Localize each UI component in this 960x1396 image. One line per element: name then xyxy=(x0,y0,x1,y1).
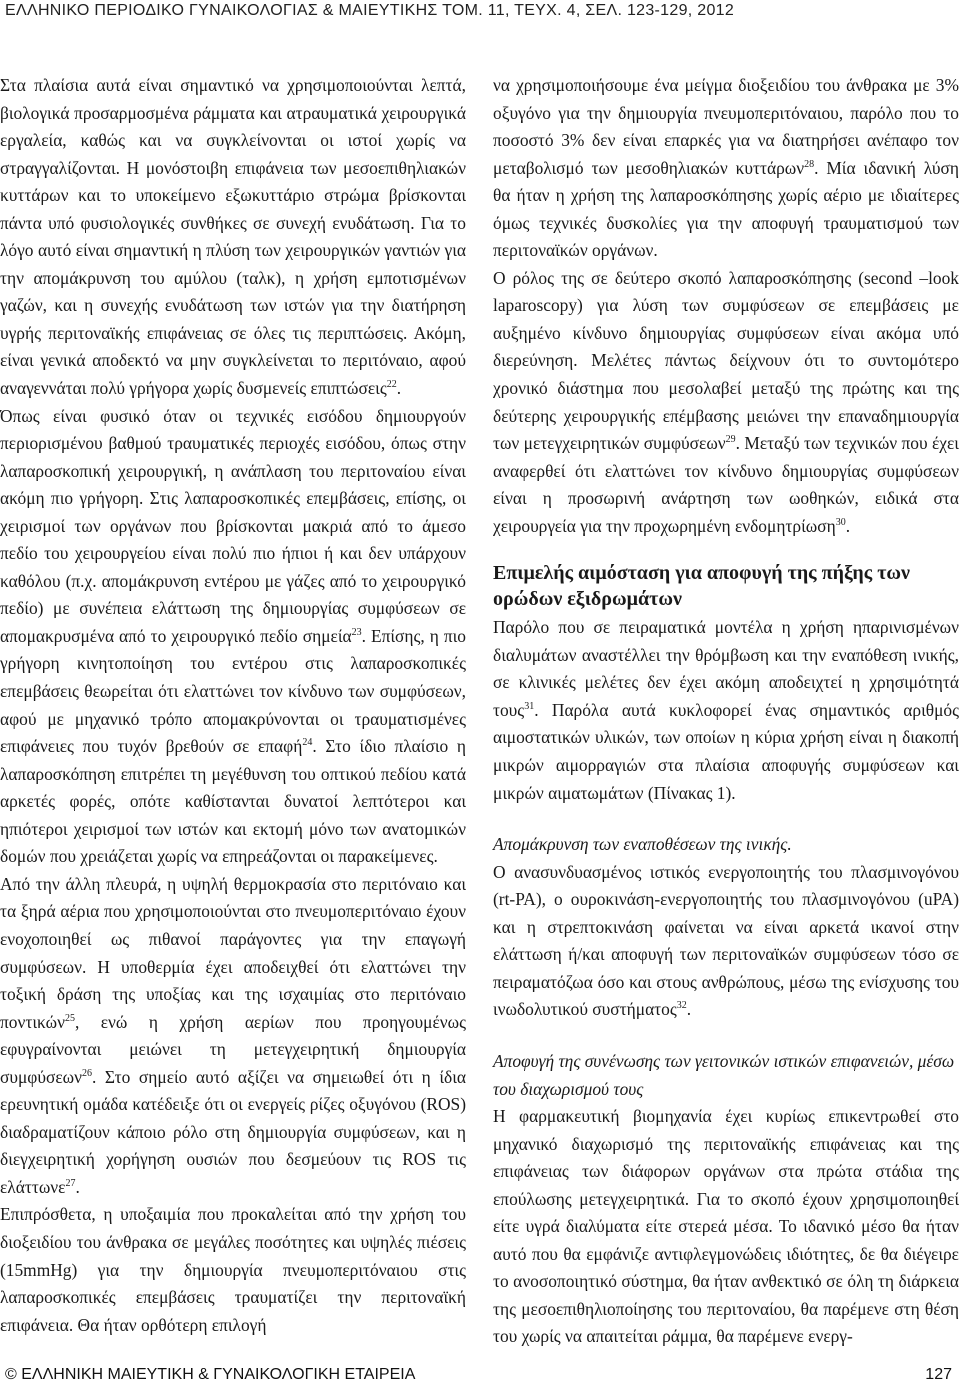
citation: 27 xyxy=(65,1177,76,1189)
page-number: 127 xyxy=(925,1366,952,1383)
paragraph: να χρησιμοποιήσουμε ένα μείγμα διοξειδίου του άνθρακα με 3% οξυγόνο για την δημιουργία πνευμοπεριτόναιου, παρόλο που το ποσοστό 3% δεν είναι επαρκές για να διατηρήσει ανέπαφο τον μεταβολισμό των μεσοθηλιακών κυττάρων$^{28}$. Μία ιδανική λύση θα ήταν η χρήση της λαπαροσκόπησης χωρίς αέριο με ιδιαίτερες όμως τεχνικές δυσκολίες για την αποφυγή τραυματισμού των περιτοναϊκών οργάνων. xyxy=(493,75,959,261)
copyright-notice: © ΕΛΛΗΝΙΚΗ ΜΑΙΕΥΤΙΚΗ & ΓΥΝΑΙΚΟΛΟΓΙΚΗ ΕΤΑΙΡΕΙΑ xyxy=(5,1366,416,1383)
paragraph: Στα πλαίσια αυτά είναι σημαντικό να χρησιμοποιούνται λεπτά, βιολογικά προσαρμοσμένα ράμματα και ατραυματικά χειρουργικά εργαλεία, καθώς και να συγκλείνονται οι ιστοί χωρίς να στραγγαλίζονται. Η μονόστοιβη επιφάνεια των μεσοεπιθηλιακών κυττάρων και το υποκείμενο εξωκυττάριο στρώμα βρίσκονται πάντα υπό φυσιολογικές συνθήκες σε συνεχή ενυδάτωση. Για το λόγο αυτό είναι σημαντική η πλύση των χειρουργικών γαντιών για την απομάκρυνση του αμύλου (ταλκ), η χρήση εμποτισμένων γαζών, και η συνεχής ενυδάτωση των ιστών για την διατήρηση υγρής περιτοναϊκής επιφάνειας σε όλες τις περιπτώσεις. Ακόμη, είναι γενικά αποδεκτό να μην συγκλείνεται το περιτόναιο, αφού αναγεννάται πολύ γρήγορα χωρίς δυσμενείς επιπτώσεις$^{22}$. xyxy=(0,75,466,399)
citation: 29 xyxy=(725,434,736,446)
subheading: Απομάκρυνση των εναποθέσεων της ινικής. xyxy=(493,834,792,855)
paragraph: Η φαρμακευτική βιομηχανία έχει κυρίως επικεντρωθεί στο μηχανικό διαχωρισμό της περιτοναϊκής επιφάνειας και της επιφάνειας των διάφορων οργάνων στα πρώτα στάδια της επούλωσης μετεγχειρητικά. Για το σκοπό έχουν χρησιμοποιηθεί είτε υγρά διαλύματα είτε στερεά μέσα. Το ιδανικό μέσο θα ήταν αυτό που θα εμφάνιζε αντιφλεγμονώδεις ιδιότητες, δε θα διέγειρε το ανοσοποιητικό σύστημα, θα ήταν ανθεκτικό σε όλη τη διάρκεια της μεσοεπιθηλιοποίησης του περιτοναίου, θα παρέμενε στη θέση του χωρίς να απαιτείται ράμμα, θα παρέμενε ενεργ- xyxy=(493,1106,959,1347)
subheading: Αποφυγή της συνένωσης των γειτονικών ιστικών επιφανειών, μέσω του διαχωρισμού τους xyxy=(493,1050,955,1099)
citation: 24 xyxy=(302,737,313,749)
left-column xyxy=(0,72,466,1339)
section-title: Επιμελής αιμόσταση για αποφυγή της πήξης των ορώδων εξιδρωμάτων xyxy=(493,562,910,611)
citation: 26 xyxy=(81,1067,92,1079)
citation: 25 xyxy=(64,1012,75,1024)
paragraph: Παρόλο που σε πειραματικά μοντέλα η χρήση ηπαρινισμένων διαλυμάτων αναστέλλει την θρόμβωση και την εναπόθεση ινικής, σε κλινικές μελέτες δεν έχει ακόμη αποδειχτεί η χρησιμότητά τους$^{31}$. Παρόλα αυτά κυκλοφορεί ένας σημαντικός αριθμός αιμοστατικών υλικών, των οποίων η κύρια χρήση είναι η διακοπή μικρών αιμορραγιών στα πλαίσια αποφυγής συμφύσεων και μικρών αιματωμάτων (Πίνακας 1). xyxy=(493,617,959,803)
right-column xyxy=(493,72,959,1351)
citation: 31 xyxy=(524,700,535,712)
citation: 22 xyxy=(386,379,397,391)
citation: 32 xyxy=(676,1000,687,1012)
citation: 28 xyxy=(804,158,815,170)
page-footer xyxy=(0,1366,960,1396)
paragraph: Ο ρόλος της σε δεύτερο σκοπό λαπαροσκόπησης (second –look laparoscopy) για λύση των συμφύσεων σε επεμβάσεις με αυξημένο κίνδυνο δημιουργίας συμφύσεων είναι ακόμα υπό διερεύνηση. Μελέτες πάντως δείχνουν ότι το συντομότερο χρονικό διάστημα που μεσολαβεί μεταξύ της πρώτης και της δεύτερης χειρουργικής επέμβασης μειώνει την επαναδημιουργία των μετεγχειρητικών συμφύσεων$^{29}$. Μεταξύ των τεχνικών που έχει αναφερθεί ότι ελαττώνει τον κίνδυνο δημιουργίας συμφύσεων είναι η προσωρινή ανάρτηση των ωοθηκών, ειδικά στα χειρουργεία για την προχωρημένη ενδομητρίωση$^{30}$. xyxy=(493,267,959,536)
citation: 23 xyxy=(351,626,362,638)
paragraph: Από την άλλη πλευρά, η υψηλή θερμοκρασία στο περιτόναιο και τα ξηρά αέρια που χρησιμοποιούνται στο πνευμοπεριτόναιο έχουν ενοχοποιηθεί ως πιθανοί παράγοντες για την επαγωγή συμφύσεων. Η υποθερμία έχει αποδειχθεί ότι ελαττώνει την τοξική δράση της υποξίας και της ισχαιμίας στο περιτόναιο ποντικών$^{25}$, ενώ η χρήση αερίων που προηγουμένως εφυγραίνονται μειώνει τη μετεγχειρητική δημιουργία συμφύσεων$^{26}$. Στο σημείο αυτό αξίζει να σημειωθεί ότι η ίδια ερευνητική ομάδα κατέδειξε ότι οι ενεργείς ρίζες οξυγόνου (ROS) διαδραματίζουν κάποιο ρόλο στη δημιουργία συμφύσεων, και η διεγχειρητική χορήγηση ουσιών που δεσμεύουν τις ROS τις ελάττωνε$^{27}$. xyxy=(0,873,466,1197)
paragraph: Επιπρόσθετα, η υποξαιμία που προκαλείται από την χρήση του διοξειδίου του άνθρακα σε μεγάλες ποσότητες και υψηλές πιέσεις (15mmHg) για την δημιουργία πνευμοπεριτόναιου στις λαπαροσκοπικές επεμβάσεις τραυματίζει την περιτοναϊκή επιφάνεια. Θα ήταν ορθότερη επιλογή xyxy=(0,1204,466,1335)
running-head: ΕΛΛΗΝΙΚΟ ΠΕΡΙΟΔΙΚΟ ΓΥΝΑΙΚΟΛΟΓΙΑΣ & ΜΑΙΕΥΤΙΚΗΣ ΤΟΜ. 11, ΤΕΥΧ. 4, ΣΕΛ. 123-129, 2012 xyxy=(5,2,735,19)
citation: 30 xyxy=(835,516,846,528)
paragraph: Όπως είναι φυσικό όταν οι τεχνικές εισόδου δημιουργούν περιορισμένου βαθμού τραυματικές περιοχές εισόδου, όπως στην λαπαροσκοπική χειρουργική, η ανάπλαση του περιτοναίου είναι ακόμη πιο γρήγορη. Στις λαπαροσκοπικές επεμβάσεις, επίσης, οι χειρισμοί των οργάνων που βρίσκονται μακριά από το άμεσο πεδίο του χειρουργείου είναι πολύ πιο ήπιοι ή και δεν υπάρχουν καθόλου (π.χ. απομάκρυνση εντέρου με γάζες από το χειρουργικό πεδίο) με συνέπεια ελάττωση της δημιουργίας συμφύσεων σε απομακρυσμένα από το χειρουργικό πεδίο σημεία$^{23}$. Επίσης, η πιο γρήγορη κινητοποίηση του εντέρου στις λαπαροσκοπικές επεμβάσεις θεωρείται ότι ελαττώνει τον κίνδυνο των συμφύσεων, αφού με μηχανικό τρόπο απομακρύνονται οι τραυματισμένες επιφάνειες που τυχόν βρεθούν σε επαφή$^{24}$. Στο ίδιο πλαίσιο η λαπαροσκόπηση επιτρέπει τη μεγέθυνση του οπτικού πεδίου κατά αρκετές φορές, οπότε καθίστανται δυνατοί λεπτότεροι και ηπιότεροι χειρισμοί των ιστών και εκτομή μόνο των ανατομικών δομών που χρειάζεται χωρίς να επηρεάζονται οι παρακείμενες. xyxy=(0,405,467,867)
paragraph: Ο ανασυνδυασμένος ιστικός ενεργοποιητής του πλασμινογόνου (rt-PA), ο ουροκινάση-ενεργοποιητής του πλασμινογόνου (uPA) και η στρεπτοκινάση φαίνεται να είναι αρκετά ικανοί στην ελάττωση ή/και αποφυγή των περιτοναϊκών συμφύσεων τόσο σε πειραματόζωα όσο και στους ανθρώπους, μέσω της ενίσχυσης του ινωδολυτικού συστήματος$^{32}$. xyxy=(493,861,959,1020)
